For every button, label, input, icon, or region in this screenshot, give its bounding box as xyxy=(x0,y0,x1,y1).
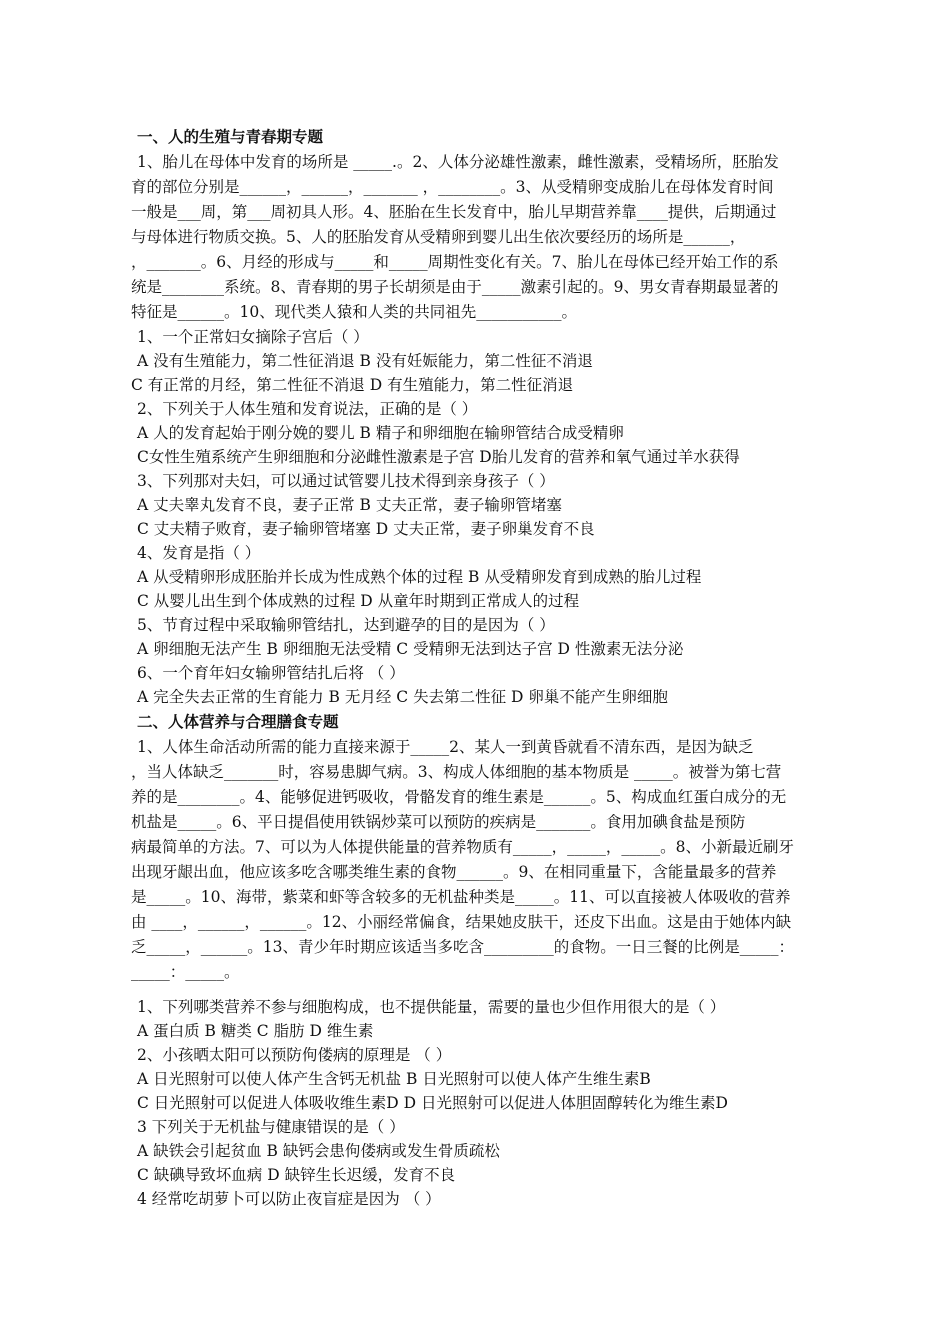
answer-options: C 从婴儿出生到个体成熟的过程 D 从童年时期到正常成人的过程 xyxy=(137,592,580,610)
answer-options: A 完全失去正常的生育能力 B 无月经 C 失去第二性征 D 卵巢不能产生卵细胞 xyxy=(137,688,668,706)
answer-options: C 有正常的月经，第二性征不消退 D 有生殖能力，第二性征消退 xyxy=(131,376,574,394)
answer-options: A 人的发育起始于刚分娩的婴儿 B 精子和卵细胞在输卵管结合成受精卵 xyxy=(137,424,624,442)
question-stem: 3、下列那对夫妇，可以通过试管婴儿技术得到亲身孩子（ ） xyxy=(137,472,555,490)
question-stem: 1、一个正常妇女摘除子宫后（ ） xyxy=(137,328,369,346)
question-stem: 2、小孩晒太阳可以预防佝偻病的原理是 （ ） xyxy=(137,1046,452,1064)
section1-fill-line: ，_______。6、月经的形成与_____和_____周期性变化有关。7、胎儿在母体已经开始工作的系 xyxy=(131,253,779,271)
answer-options: A 丈夫睾丸发育不良，妻子正常 B 丈夫正常，妻子输卵管堵塞 xyxy=(137,496,562,514)
section2-fill-line: 机盐是_____。6、平日提倡使用铁锅炒菜可以预防的疾病是_______。食用加碘食盐是预防 xyxy=(131,813,746,831)
answer-options: A 蛋白质 B 糖类 C 脂肪 D 维生素 xyxy=(137,1022,374,1040)
section2-fill-line: 是_____。10、海带，紫菜和虾等含较多的无机盐种类是_____。11、可以直接被人体吸收的营养 xyxy=(131,888,791,906)
question-stem: 6、一个育年妇女输卵管结扎后将 （ ） xyxy=(137,664,405,682)
answer-options: A 缺铁会引起贫血 B 缺钙会患佝偻病或发生骨质疏松 xyxy=(137,1142,500,1160)
answer-options: A 从受精卵形成胚胎并长成为性成熟个体的过程 B 从受精卵发育到成熟的胎儿过程 xyxy=(137,568,702,586)
answer-options: C 日光照射可以促进人体吸收维生素D D 日光照射可以促进人体胆固醇转化为维生素D xyxy=(137,1094,728,1112)
section1-fill-line: 1、胎儿在母体中发育的场所是 _____.。2、人体分泌雄性激素，雌性激素，受精场所，胚胎发 xyxy=(137,153,779,171)
section2-fill-line: 1、人体生命活动所需的能力直接来源于_____2、某人一到黄昏就看不清东西，是因为缺乏 xyxy=(137,738,754,756)
answer-options: C 缺碘导致坏血病 D 缺锌生长迟缓，发育不良 xyxy=(137,1166,456,1184)
question-stem: 4 经常吃胡萝卜可以防止夜盲症是因为 （ ） xyxy=(137,1190,441,1208)
section1-fill-line: 育的部位分别是______，______，_______ ，________。3、从受精卵变成胎儿在母体发育时间 xyxy=(131,178,774,196)
answer-options: A 没有生殖能力，第二性征消退 B 没有妊娠能力，第二性征不消退 xyxy=(137,352,593,370)
question-stem: 3 下列关于无机盐与健康错误的是（ ） xyxy=(137,1118,405,1136)
section2-fill-line: 乏_____，______。13、青少年时期应该适当多吃含_________的食物。一日三餐的比例是_____： xyxy=(131,938,794,956)
section1-fill-line: 与母体进行物质交换。5、人的胚胎发育从受精卵到婴儿出生依次要经历的场所是______， xyxy=(131,228,746,246)
question-stem: 5、节育过程中采取输卵管结扎，达到避孕的目的是因为（ ） xyxy=(137,616,555,634)
answer-options: A 卵细胞无法产生 B 卵细胞无法受精 C 受精卵无法到达子宫 D 性激素无法分泌 xyxy=(137,640,684,658)
section2-fill-line: 由 ____，______，______。12、小丽经常偏食，结果她皮肤干，还皮下出血。这是由于她体内缺 xyxy=(131,913,792,931)
section2-fill-line: 养的是________。4、能够促进钙吸收，骨骼发育的维生素是______。5、构成血红蛋白成分的无 xyxy=(131,788,787,806)
section2-heading: 二、人体营养与合理膳食专题 xyxy=(137,712,339,731)
question-stem: 4、发育是指（ ） xyxy=(137,544,261,562)
section2-fill-line: ，当人体缺乏_______时，容易患脚气病。3、构成人体细胞的基本物质是 _____。被誉为第七营 xyxy=(131,763,782,781)
answer-options: C 丈夫精子败育，妻子输卵管堵塞 D 丈夫正常，妻子卵巢发育不良 xyxy=(137,520,595,538)
question-stem: 1、下列哪类营养不参与细胞构成，也不提供能量，需要的量也少但作用很大的是（ ） xyxy=(137,998,726,1016)
section1-heading: 一、人的生殖与青春期专题 xyxy=(137,127,324,146)
section1-fill-line: 统是________系统。8、青春期的男子长胡须是由于_____激素引起的。9、男女青春期最显著的 xyxy=(131,278,779,296)
section2-fill-line: 病最简单的方法。7、可以为人体提供能量的营养物质有_____，_____，_____。8、小新最近刷牙 xyxy=(131,838,794,856)
section2-fill-line: _____：_____。 xyxy=(131,963,240,981)
section2-fill-line: 出现牙龈出血，他应该多吃含哪类维生素的食物______。9、在相同重量下，含能量最多的营养 xyxy=(131,863,777,881)
section1-fill-line: 特征是______。10、现代类人猿和人类的共同祖先___________。 xyxy=(131,303,577,321)
section1-fill-line: 一般是___周，第___周初具人形。4、胚胎在生长发育中，胎儿早期营养靠____提供，后期通过 xyxy=(131,203,777,221)
answer-options: A 日光照射可以使人体产生含钙无机盐 B 日光照射可以使人体产生维生素B xyxy=(137,1070,651,1088)
question-stem: 2、下列关于人体生殖和发育说法，正确的是（ ） xyxy=(137,400,478,418)
answer-options: C女性生殖系统产生卵细胞和分泌雌性激素是子宫 D胎儿发育的营养和氧气通过羊水获得 xyxy=(137,448,740,466)
